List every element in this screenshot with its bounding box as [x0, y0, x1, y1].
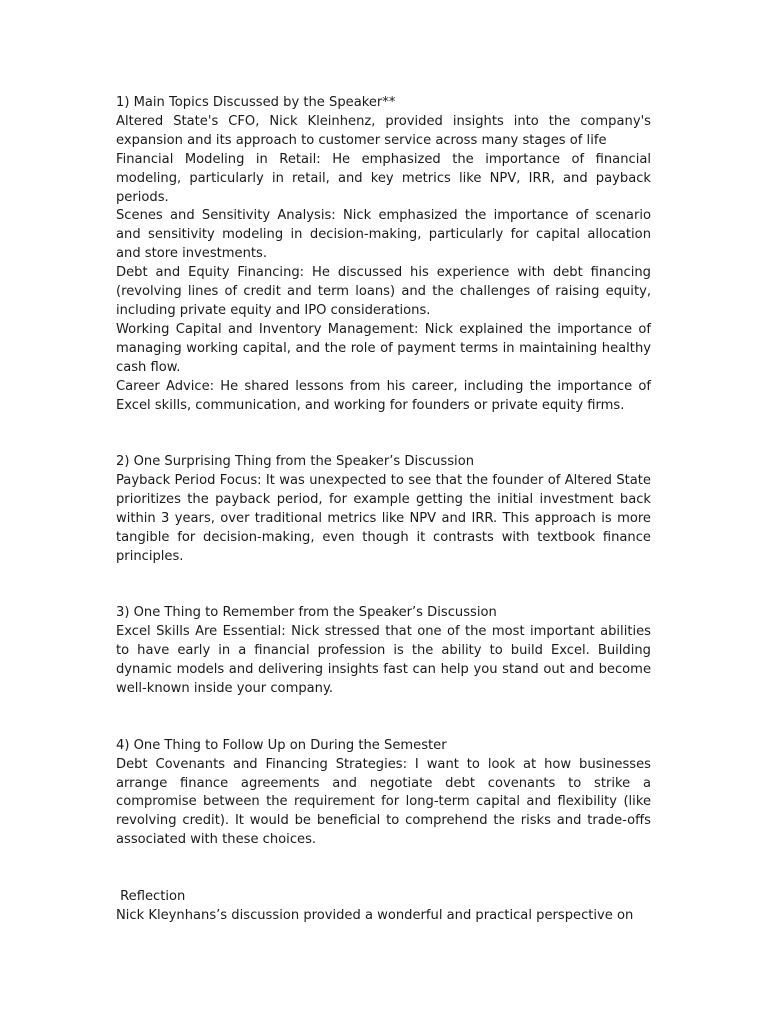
section-main-topics: [116, 94, 651, 415]
paragraph: Working Capital and Inventory Management: Nick explained the importance of managing working capital, and the role of payment terms in maintaining healthy cash flow.: [116, 321, 651, 375]
section-follow-up: [116, 737, 651, 850]
paragraph: Altered State's CFO, Nick Kleinhenz, provided insights into the company's expansion and its approach to customer service across many stages of life: [116, 113, 651, 148]
paragraph: Career Advice: He shared lessons from his career, including the importance of Excel skills, communication, and working for founders or private equity firms.: [116, 378, 651, 413]
paragraph: Scenes and Sensitivity Analysis: Nick emphasized the importance of scenario and sensitivity modeling in decision-making, particularly for capital allocation and store investments.: [116, 208, 651, 262]
section-heading: Reflection: [116, 889, 186, 904]
section-thing-to-remember: [116, 604, 651, 699]
section-heading: 3) One Thing to Remember from the Speaker’s Discussion: [116, 605, 497, 621]
section-surprising-thing: [116, 453, 651, 566]
document-page: [116, 94, 651, 926]
paragraph: Nick Kleynhans’s discussion provided a wonderful and practical perspective on: [116, 907, 634, 923]
paragraph: Debt and Equity Financing: He discussed his experience with debt financing (revolving lines of credit and term loans) and the challenges of raising equity, including private equity and IPO considerations.: [116, 265, 651, 318]
paragraph: Debt Covenants and Financing Strategies: I want to look at how businesses arrange finance agreements and negotiate debt covenants to strike a compromise between the requirement for long-term capital and flexibility (like revolving credit). It would be beneficial to comprehend the risks and trade-offs associated with these choices.: [116, 756, 651, 848]
section-heading: 1) Main Topics Discussed by the Speaker**: [116, 95, 396, 110]
paragraph: Excel Skills Are Essential: Nick stressed that one of the most important abilities to have early in a financial profession is the ability to build Excel. Building dynamic models and delivering insights fast can help you stand out and become well-known inside your company.: [116, 624, 651, 697]
section-reflection: [116, 888, 651, 926]
paragraph: Financial Modeling in Retail: He emphasized the importance of financial modeling, particularly in retail, and key metrics like NPV, IRR, and payback periods.: [116, 151, 651, 205]
section-heading: 4) One Thing to Follow Up on During the Semester: [116, 737, 447, 753]
paragraph: Payback Period Focus: It was unexpected to see that the founder of Altered State prioritizes the payback period, for example getting the initial investment back within 3 years, over traditional metrics like NPV and IRR. This approach is more tangible for decision-making, even though it contrasts with textbook finance principles.: [116, 473, 651, 564]
section-heading: 2) One Surprising Thing from the Speaker’s Discussion: [116, 454, 475, 470]
